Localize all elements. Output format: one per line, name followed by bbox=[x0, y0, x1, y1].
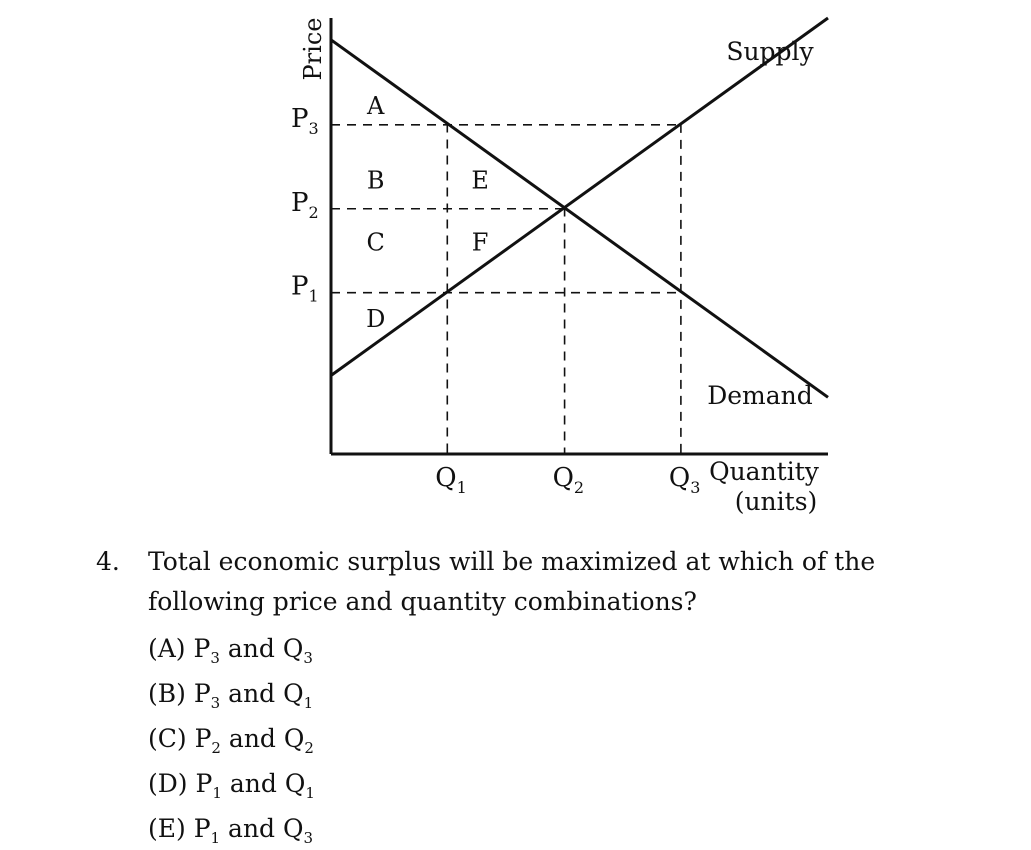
demand-curve bbox=[331, 40, 828, 398]
option-quantity-subscript: 3 bbox=[303, 649, 313, 667]
option-price-subscript: 1 bbox=[212, 784, 222, 802]
quantity-label-q3: $Q_3$ bbox=[668, 463, 701, 497]
option-price: P bbox=[194, 724, 212, 753]
option-price: P bbox=[193, 814, 211, 843]
option-price-subscript: 3 bbox=[210, 649, 220, 667]
region-label-e: E bbox=[471, 166, 489, 195]
price-label-p3: $P_3$ bbox=[291, 103, 319, 138]
question-number: 4. bbox=[96, 547, 120, 576]
option-letter: (A) bbox=[148, 634, 186, 663]
option-quantity: Q bbox=[283, 679, 304, 708]
option-quantity-subscript: 3 bbox=[303, 829, 314, 847]
option-price: P bbox=[193, 634, 211, 663]
option-letter: (D) bbox=[148, 769, 188, 798]
answer-option[interactable] bbox=[148, 809, 313, 849]
quantity-label-q1: $Q_1$ bbox=[435, 463, 467, 497]
option-quantity-subscript: 1 bbox=[305, 784, 315, 802]
region-label-a: A bbox=[367, 92, 385, 121]
option-and: and bbox=[227, 634, 275, 663]
chart-labels bbox=[291, 18, 820, 516]
option-and: and bbox=[228, 679, 276, 708]
price-label-p1: $P_1$ bbox=[291, 271, 319, 306]
answer-option[interactable] bbox=[148, 719, 314, 759]
x-axis-label: (units) bbox=[734, 487, 818, 516]
option-quantity: Q bbox=[284, 769, 306, 798]
option-price-subscript: 2 bbox=[211, 739, 221, 757]
option-and: and bbox=[228, 814, 276, 843]
question-text: Total economic surplus will be maximized at which of the following price and quantity combinations? bbox=[148, 547, 876, 616]
option-quantity: Q bbox=[282, 634, 304, 663]
answer-option[interactable] bbox=[148, 629, 313, 669]
supply-curve bbox=[331, 18, 828, 376]
supply-label: Supply bbox=[726, 37, 814, 66]
option-price: P bbox=[193, 679, 211, 708]
price-label-p2: $P_2$ bbox=[291, 187, 319, 222]
option-quantity-subscript: 1 bbox=[303, 694, 314, 712]
option-quantity: Q bbox=[283, 814, 304, 843]
region-label-c: C bbox=[366, 228, 385, 257]
answer-option[interactable] bbox=[148, 764, 315, 804]
option-and: and bbox=[228, 724, 276, 753]
region-label-f: F bbox=[471, 228, 489, 257]
option-letter: (C) bbox=[148, 724, 187, 753]
region-label-d: D bbox=[366, 304, 386, 333]
option-and: and bbox=[229, 769, 277, 798]
option-quantity: Q bbox=[283, 724, 305, 753]
option-letter: (E) bbox=[148, 814, 186, 843]
quantity-label-q2: $Q_2$ bbox=[552, 463, 585, 497]
option-price-subscript: 1 bbox=[210, 829, 221, 847]
option-price-subscript: 3 bbox=[210, 694, 221, 712]
option-letter: (B) bbox=[148, 679, 186, 708]
demand-label: Demand bbox=[707, 381, 813, 410]
region-label-b: B bbox=[366, 166, 385, 195]
x-axis-label: Quantity bbox=[709, 457, 819, 486]
curves bbox=[331, 18, 828, 397]
option-quantity-subscript: 2 bbox=[304, 739, 314, 757]
answer-option[interactable] bbox=[148, 674, 313, 714]
y-axis-label: Price bbox=[299, 17, 327, 81]
option-price: P bbox=[195, 769, 213, 798]
